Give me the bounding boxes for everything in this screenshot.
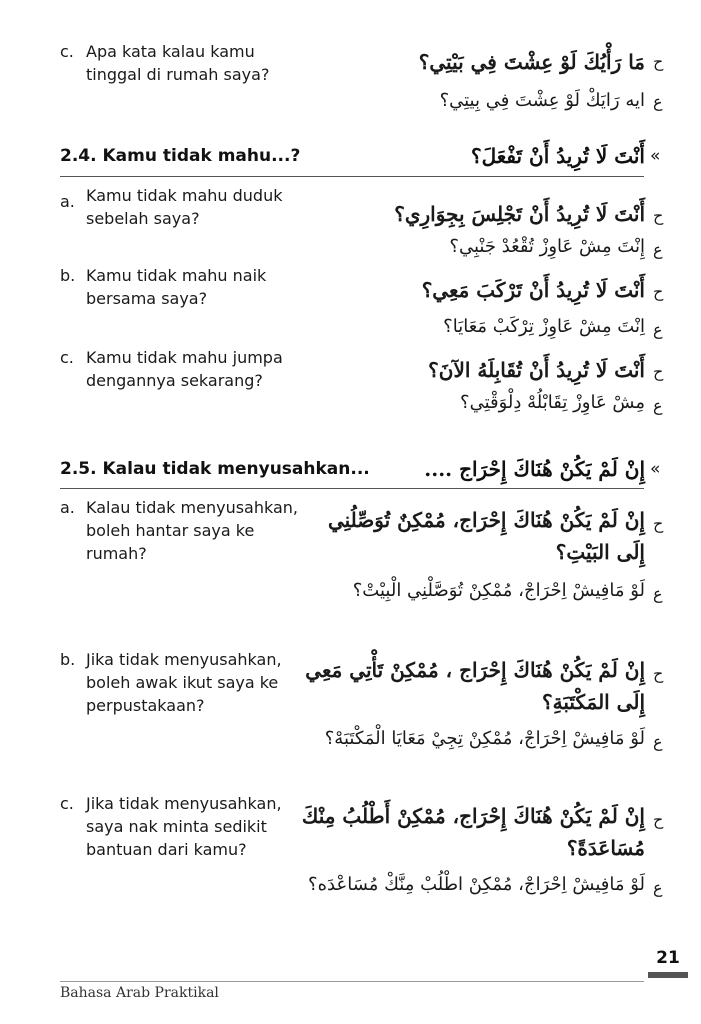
fusha-marker: ح bbox=[653, 810, 664, 829]
page-number: 21 bbox=[656, 948, 680, 968]
item-label: a. bbox=[60, 498, 75, 517]
fusha-marker: ح bbox=[653, 52, 664, 71]
malay-text: Jika tidak menyusahkan, boleh awak ikut saya ke perpustakaan? bbox=[86, 650, 282, 715]
arabic-amiya: لَوْ مَافِيشْ اِحْرَاجْ، مُمْكِنْ تِجِيْ مَعَايَا الْمَكْتَبَهْ؟ bbox=[324, 728, 645, 749]
malay-text: Kamu tidak mahu naik bersama saya? bbox=[86, 266, 267, 308]
footer-divider bbox=[60, 981, 644, 982]
arabic-fusha: مَا رَأْيُكَ لَوْ عِشْتَ فِي بَيْتِي؟ bbox=[418, 50, 645, 74]
item-label: c. bbox=[60, 42, 74, 61]
arabic-fusha: إِنْ لَمْ يَكُنْ هُنَاكَ إِحْرَاج ، مُمْكِنْ تَأْتِي مَعِي إِلَى المَكْتَبَةِ؟ bbox=[305, 658, 645, 714]
item-label: b. bbox=[60, 650, 76, 669]
arabic-amiya: اِنْتَ مِشْ عَاوِزْ تِرْكَبْ مَعَايَا؟ bbox=[443, 316, 645, 337]
fusha-marker: ح bbox=[653, 362, 664, 381]
arabic-fusha: أَنْتَ لَا تُرِيدُ أَنْ تَرْكَبَ مَعِي؟ bbox=[421, 278, 645, 302]
amiya-marker: ع bbox=[653, 878, 663, 897]
amiya-marker: ع bbox=[653, 584, 663, 603]
fusha-marker: ح bbox=[653, 664, 664, 683]
malay-text: Kalau tidak menyusahkan, boleh hantar saya ke rumah? bbox=[86, 498, 298, 563]
item-label: a. bbox=[60, 192, 75, 211]
quote-mark: « bbox=[650, 146, 661, 166]
malay-text: Apa kata kalau kamu tinggal di rumah saya? bbox=[86, 42, 270, 84]
section-divider bbox=[60, 176, 644, 177]
amiya-marker: ع bbox=[653, 320, 663, 339]
item-label: c. bbox=[60, 794, 74, 813]
fusha-marker: ح bbox=[653, 206, 664, 225]
quote-mark: « bbox=[650, 459, 661, 479]
fusha-marker: ح bbox=[653, 282, 664, 301]
section-title: 2.5. Kalau tidak menyusahkan... bbox=[60, 459, 370, 479]
arabic-amiya: إِنْتَ مِشْ عَاوِزْ تُقْعُدْ جَنْبِي؟ bbox=[449, 236, 645, 257]
amiya-marker: ع bbox=[653, 396, 663, 415]
arabic-fusha: إِنْ لَمْ يَكُنْ هُنَاكَ إِحْرَاج، مُمْكِنْ أَطْلُبُ مِنْكَ مُسَاعَدَةً؟ bbox=[301, 804, 645, 860]
amiya-marker: ع bbox=[653, 240, 663, 259]
arabic-amiya: مِشْ عَاوِزْ تِقَابْلُهْ دِلْوَقْتِي؟ bbox=[460, 392, 645, 413]
arabic-fusha: أَنْتَ لَا تُرِيدُ أَنْ تُقَابِلَهُ الآنَ؟ bbox=[428, 358, 645, 382]
section-title-arabic: إِنْ لَمْ يَكُنْ هُنَاكَ إِحْرَاج .... bbox=[424, 457, 645, 481]
malay-text: Jika tidak menyusahkan, saya nak minta sedikit bantuan dari kamu? bbox=[86, 794, 282, 859]
section-title-arabic: أَنْتَ لَا تُرِيدُ أَنْ تَفْعَلَ؟ bbox=[470, 144, 645, 168]
section-divider bbox=[60, 488, 644, 489]
section-title: 2.4. Kamu tidak mahu...? bbox=[60, 146, 301, 166]
item-label: b. bbox=[60, 266, 76, 285]
arabic-fusha: إِنْ لَمْ يَكُنْ هُنَاكَ إِحْرَاج، مُمْكِنٌ تُوَصِّلُنِي إِلَى البَيْتِ؟ bbox=[327, 508, 645, 564]
arabic-fusha: أَنْتَ لَا تُرِيدُ أَنْ تَجْلِسَ بِجِوَارِي؟ bbox=[394, 202, 645, 226]
arabic-amiya: لَوْ مَافِيشْ اِحْرَاجْ، مُمْكِنْ تُوَصَّلْنِي الْبِيْتْ؟ bbox=[352, 580, 645, 601]
amiya-marker: ع bbox=[653, 92, 663, 111]
fusha-marker: ح bbox=[653, 514, 664, 533]
item-label: c. bbox=[60, 348, 74, 367]
arabic-amiya: ايه رَايَكْ لَوْ عِشْتَ فِي بِيتِي؟ bbox=[439, 90, 645, 111]
page-number-bar bbox=[648, 972, 688, 978]
malay-text: Kamu tidak mahu duduk sebelah saya? bbox=[86, 186, 283, 228]
malay-text: Kamu tidak mahu jumpa dengannya sekarang? bbox=[86, 348, 283, 390]
amiya-marker: ع bbox=[653, 732, 663, 751]
arabic-amiya: لَوْ مَافِيشْ اِحْرَاجْ، مُمْكِنْ اطْلُبْ مِنَّكْ مُسَاعْدَه؟ bbox=[308, 874, 645, 895]
book-title-footer: Bahasa Arab Praktikal bbox=[60, 985, 219, 1001]
